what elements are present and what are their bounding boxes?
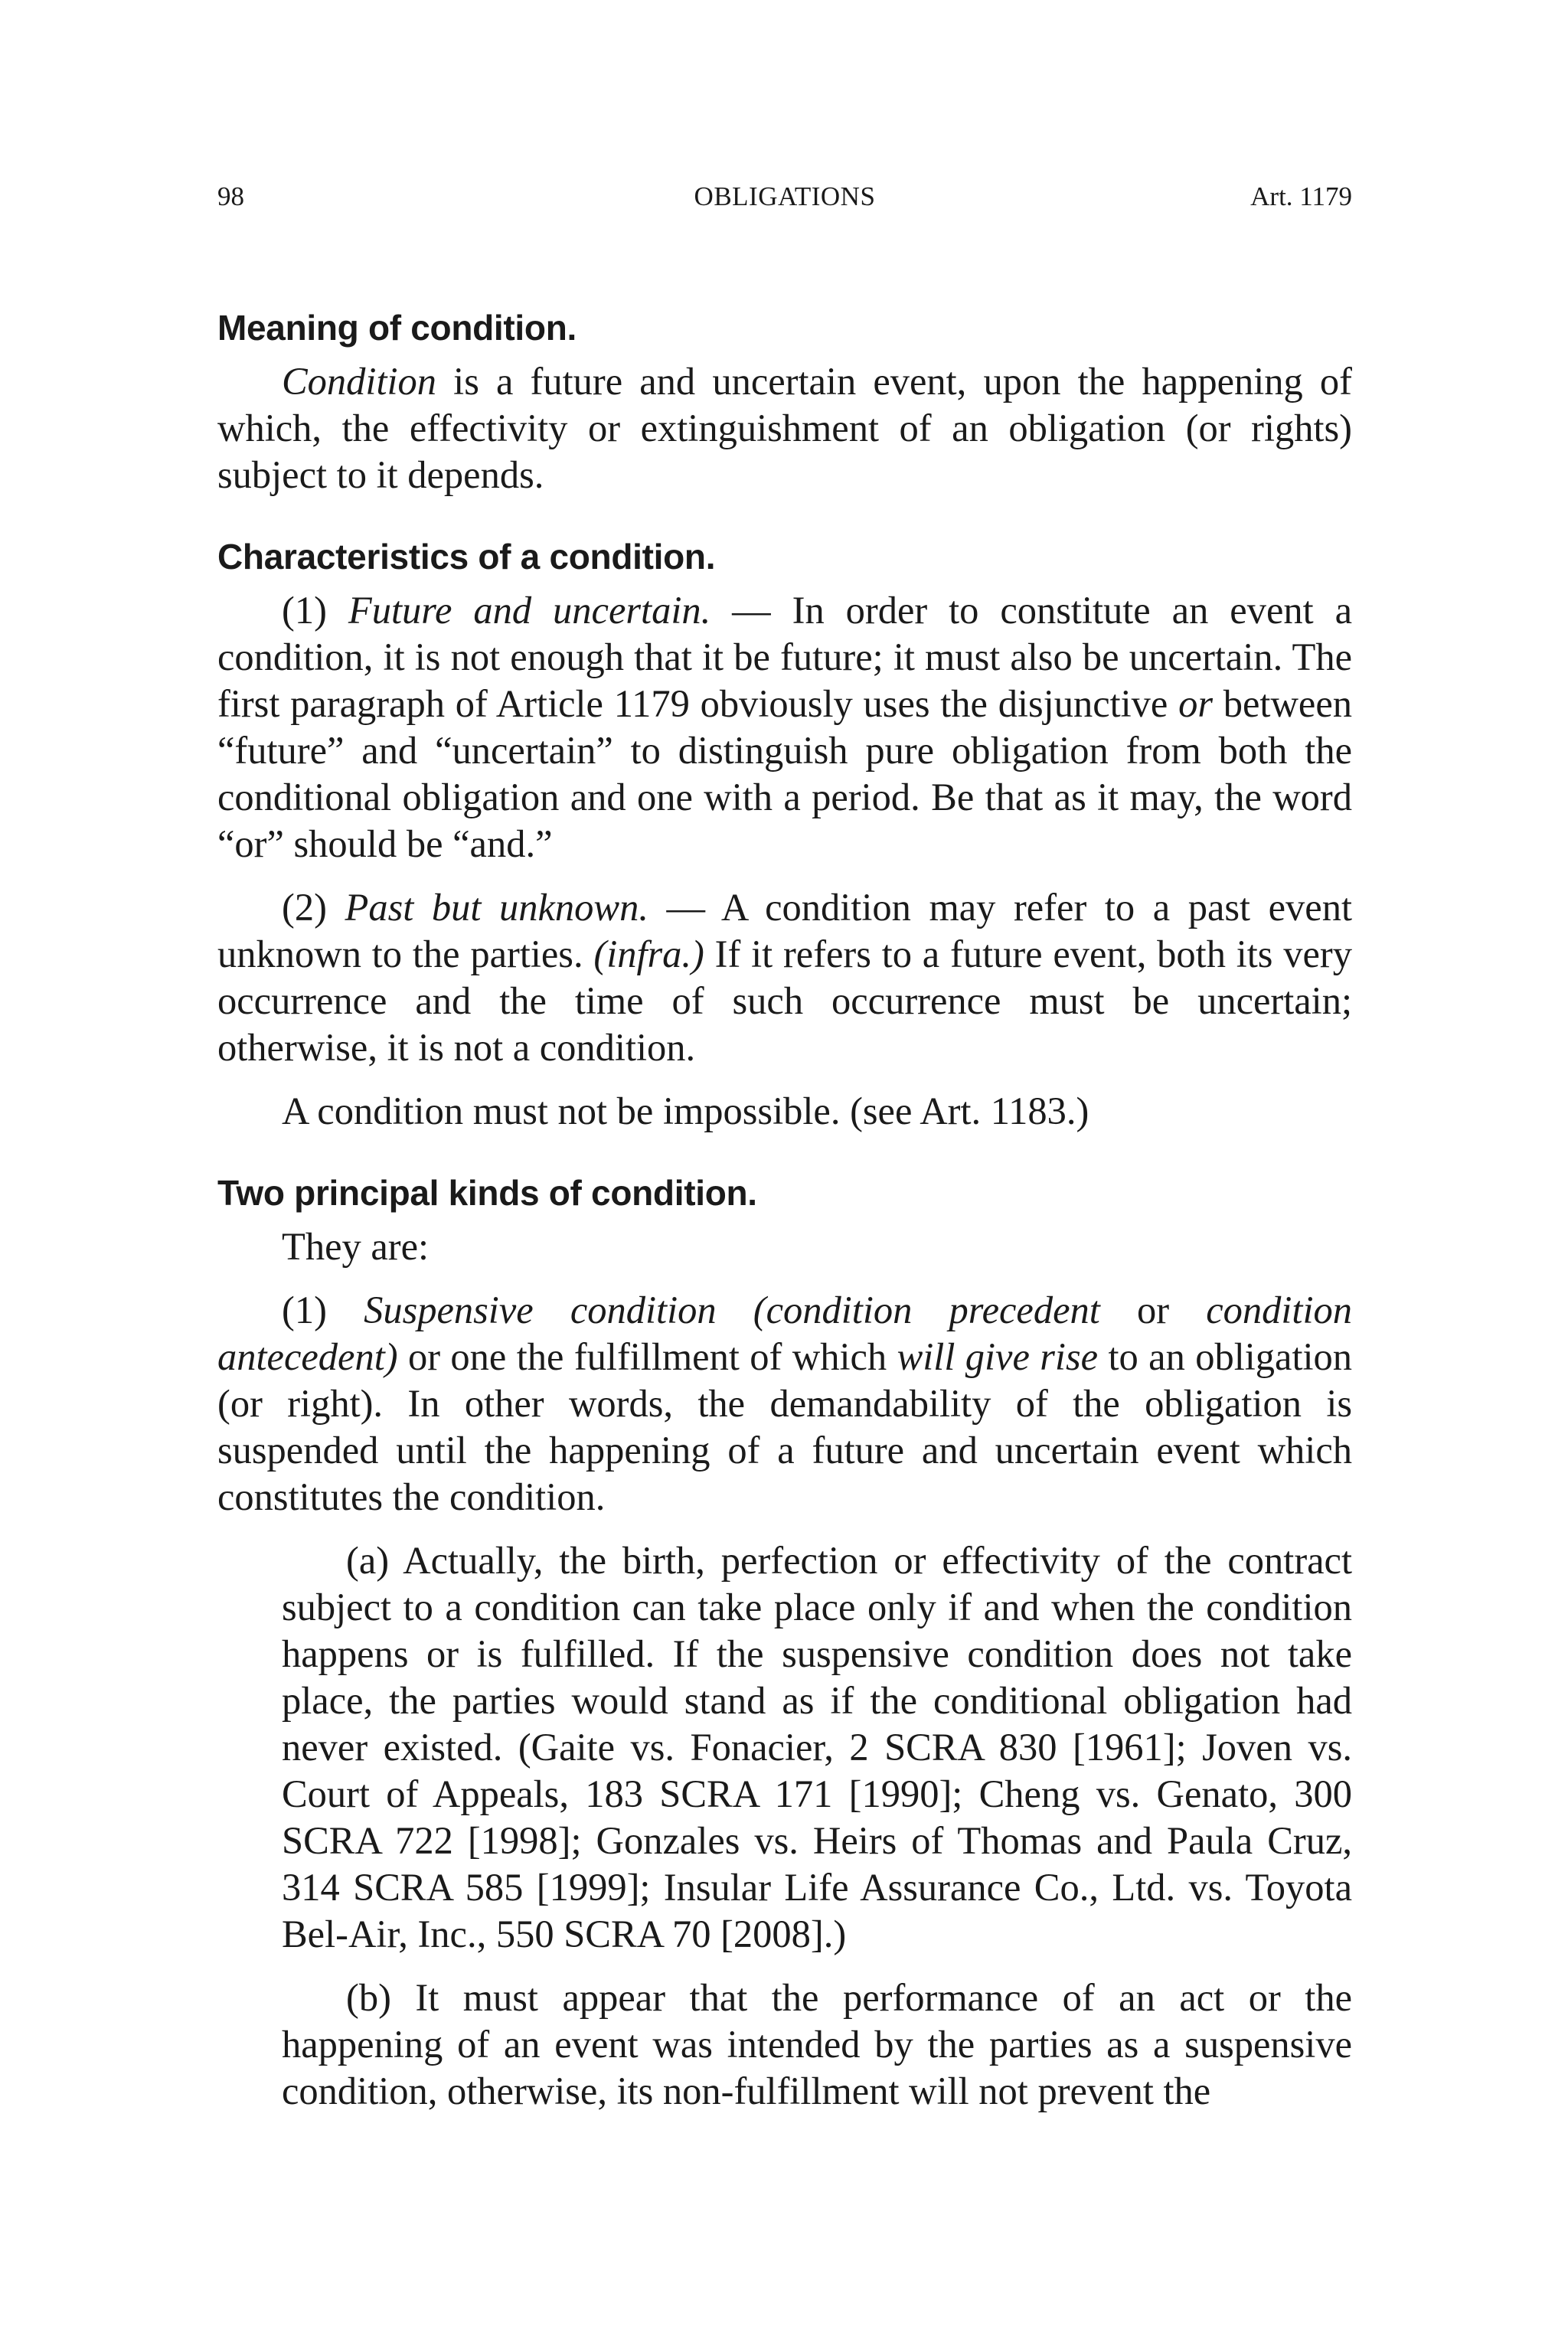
sub-paragraph-a: (a) Actually, the birth, perfection or effectivity of the contract subject to a condition can take place only if and when the condition happens or is fulfilled. If the suspensive condition does not take place, the parties would stand as if the conditional obligation had never existed. (Gaite vs. Fonacier, 2 SCRA 830 [1961]; Joven vs. Court of Appeals, 183 SCRA 171 [1990]; Cheng vs. Genato, 300 SCRA 722 [1998]; Gonzales vs. Heirs of Thomas and Paula Cruz, 314 SCRA 585 [1999]; Insular Life Assurance Co., Ltd. vs. Toyota Bel-Air, Inc., 550 SCRA 70 [2008].) [282, 1539, 1352, 1955]
section-heading: Meaning of condition. [217, 308, 577, 348]
definition-text: is a future and uncertain event, upon the happening of which, the effectivity or extinguishment of an obligation (or rights) subject to it depends. [217, 360, 1352, 496]
item-title: Future and uncertain. [348, 589, 711, 632]
characteristic-1 [217, 587, 1352, 867]
item-text: between “future” and “uncertain” to distinguish pure obligation from both the conditional obligation and one with a period. Be that as it may, the word “or” should be “and.” [217, 682, 1352, 865]
item-text: or one the fulfillment of which [397, 1335, 897, 1378]
sub-paragraph-b: (b) It must appear that the performance of an act or the happening of an event was intended by the parties as a suspensive condition, otherwise, its non-fulfillment will not prevent the [282, 1976, 1352, 2112]
item-title: Suspensive condition (condition precedent [364, 1289, 1100, 1331]
item-emphasis: (infra.) [593, 933, 704, 975]
item-title: Past but unknown. [345, 886, 648, 929]
section-heading: Two principal kinds of condition. [217, 1173, 757, 1213]
item-emphasis: or [1178, 682, 1213, 725]
item-number: (1) [282, 1289, 364, 1331]
characteristic-2 [217, 884, 1352, 1071]
item-text: to an obligation (or right). In other words, the demandability of the obligation is suspended until the happening of a future and uncertain event which constitutes the condition. [217, 1335, 1353, 1518]
page-number: 98 [217, 181, 244, 211]
item-conjunction: or [1099, 1289, 1207, 1331]
item-title-alt: condition antecedent) [217, 1289, 1352, 1378]
text-column [217, 305, 1352, 2115]
item-text: — In order to constitute an event a condition, it is not enough that it be future; it must also be uncertain. The first paragraph of Article 1179 obviously uses the disjunctive [217, 589, 1353, 725]
item-text: If it refers to a future event, both its very occurrence and the time of such occurrence must be uncertain; otherwise, it is not a condition. [217, 933, 1352, 1069]
item-text: — A condition may refer to a past event unknown to the parties. [217, 886, 1353, 975]
section-characteristics [217, 534, 1352, 1135]
section-heading: Characteristics of a condition. [217, 537, 716, 577]
item-number: (1) [282, 589, 348, 632]
impossibility-note: A condition must not be impossible. (see Art. 1183.) [282, 1089, 1089, 1132]
defined-term: Condition [282, 360, 437, 403]
section-meaning-of-condition [217, 305, 1352, 498]
item-number: (2) [282, 886, 345, 929]
running-head [217, 178, 1352, 216]
definition-paragraph [217, 358, 1352, 498]
item-emphasis: will give rise [897, 1335, 1099, 1378]
running-title: OBLIGATIONS [694, 181, 876, 211]
kind-1-suspensive [217, 1287, 1352, 1521]
sub-paragraphs [282, 1537, 1352, 2115]
section-principal-kinds [217, 1170, 1352, 2115]
kinds-intro: They are: [282, 1225, 430, 1268]
article-reference: Art. 1179 [1250, 181, 1352, 211]
